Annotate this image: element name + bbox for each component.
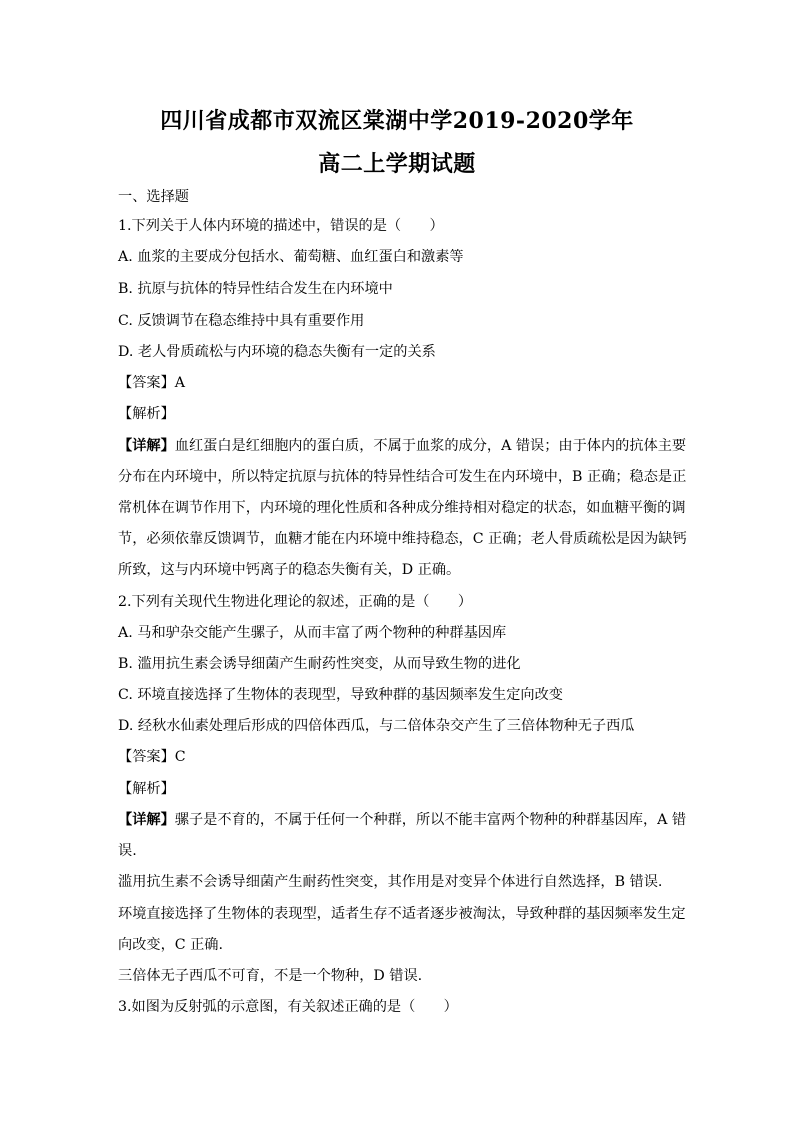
q2-detail-label: 【详解】 [118,812,175,828]
q1-detail-line-5: 所致，这与内环境中钙离子的稳态失衡有关，D 正确。 [118,562,461,578]
q1-detail-line-1: 【详解】血红蛋白是红细胞内的蛋白质，不属于血浆的成分，A 错误；由于体内的抗体主要 [118,438,687,454]
q1-detail-line-4: 节，必须依靠反馈调节，血糖才能在内环境中维持稳态，C 正确；老人骨质疏松是因为缺钙 [118,531,687,547]
q1-stem: 1.下列关于人体内环境的描述中，错误的是（ ） [118,218,444,234]
section-heading: 一、选择题 [118,189,189,205]
q2-detail-line-6: 三倍体无子西瓜不可育，不是一个物种，D 错误. [118,968,423,984]
q1-option-b: B. 抗原与抗体的特异性结合发生在内环境中 [118,281,393,297]
q3-stem: 3.如图为反射弧的示意图，有关叙述正确的是（ ） [118,999,458,1015]
q2-option-c: C. 环境直接选择了生物体的表现型，导致种群的基因频率发生定向改变 [118,687,563,703]
q2-answer: 【答案】C [118,749,186,765]
q2-detail-line-3: 滥用抗生素不会诱导细菌产生耐药性突变，其作用是对变异个体进行自然选择，B 错误. [118,874,663,890]
document-title: 四川省成都市双流区棠湖中学2019-2020学年 [160,108,634,134]
document-subtitle: 高二上学期试题 [318,151,476,177]
q2-detail-line-5: 向改变，C 正确. [118,937,224,953]
q2-detail-line-4: 环境直接选择了生物体的表现型，适者生存不适者逐步被淘汰，导致种群的基因频率发生定 [118,906,686,922]
q2-stem: 2.下列有关现代生物进化理论的叙述，正确的是（ ） [118,594,473,610]
q2-option-a: A. 马和驴杂交能产生骡子，从而丰富了两个物种的种群基因库 [118,625,507,641]
q1-analysis-label: 【解析】 [118,406,175,422]
q2-option-d: D. 经秋水仙素处理后形成的四倍体西瓜，与二倍体杂交产生了三倍体物种无子西瓜 [118,718,635,734]
q1-option-d: D. 老人骨质疏松与内环境的稳态失衡有一定的关系 [118,344,436,360]
q1-detail-line-3: 常机体在调节作用下，内环境的理化性质和各种成分维持相对稳定的状态，如血糖平衡的调 [118,500,686,516]
q1-detail-line-2: 分布在内环境中，所以特定抗原与抗体的特异性结合可发生在内环境中，B 正确；稳态是正 [118,469,687,485]
q1-answer: 【答案】A [118,375,185,391]
q1-option-a: A. 血浆的主要成分包括水、葡萄糖、血红蛋白和激素等 [118,249,464,265]
q2-option-b: B. 滥用抗生素会诱导细菌产生耐药性突变，从而导致生物的进化 [118,656,521,672]
q1-detail-label: 【详解】 [118,438,175,454]
q2-detail-line-2: 误. [118,843,137,859]
q1-option-c: C. 反馈调节在稳态维持中具有重要作用 [118,313,365,329]
q2-analysis-label: 【解析】 [118,781,175,797]
q2-detail-line-1: 【详解】骡子是不育的，不属于任何一个种群，所以不能丰富两个物种的种群基因库，A 错 [118,812,687,828]
